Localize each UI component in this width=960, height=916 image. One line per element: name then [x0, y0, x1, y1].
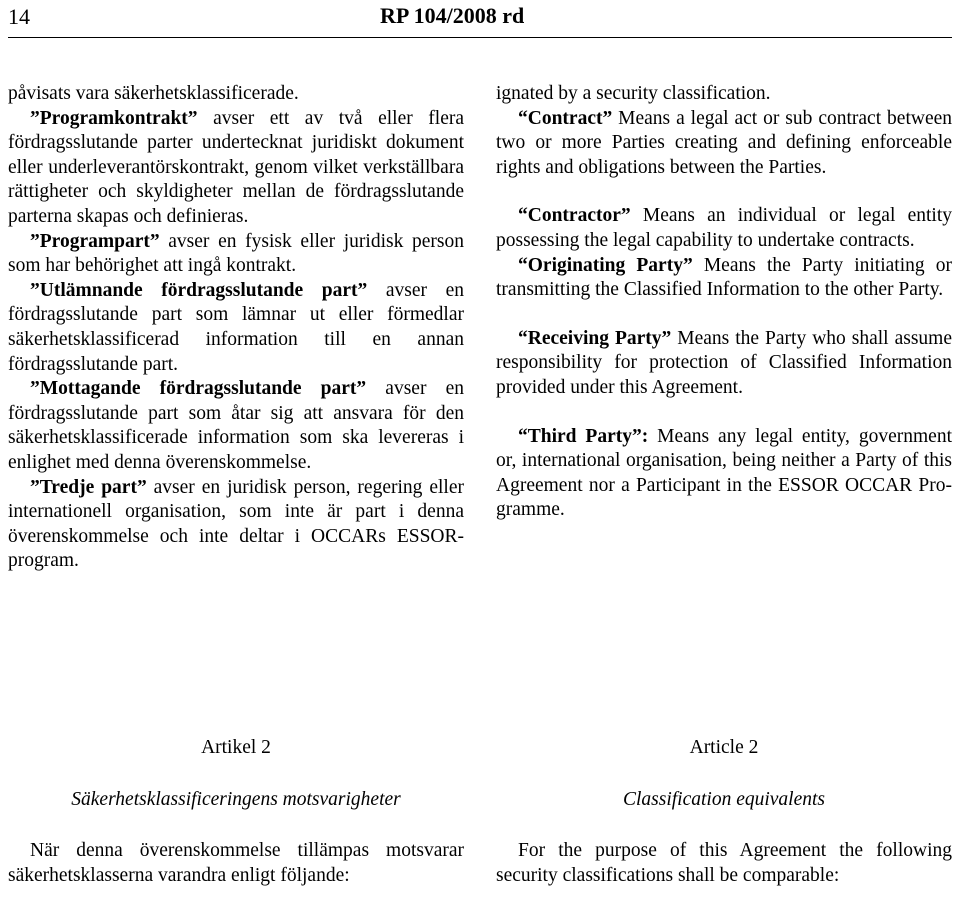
definition-text: avser en fysisk eller juridisk person som har behörighet att ingå kontrakt. — [8, 230, 464, 277]
article-body: For the purpose of this Agreement the following security classifications shall be comparable: — [496, 840, 952, 886]
definition-third-party — [496, 425, 952, 523]
header-rule — [8, 37, 952, 38]
document-id: RP 104/2008 rd — [380, 3, 525, 28]
paragraph-continuation — [496, 82, 952, 107]
definition-text: Means any legal entity, government or, international organisation, being neither a Party of this Agreement nor a Participant in the ESSOR OCCAR Programme. — [496, 425, 952, 521]
paragraph-continuation — [8, 82, 464, 107]
english-definitions-column — [496, 82, 952, 523]
definition-term: ”Tredje part” — [30, 476, 147, 498]
article-2-swedish — [8, 736, 464, 888]
definition-originating-party — [496, 254, 952, 303]
definition-term: ”Programkontrakt” — [30, 107, 198, 129]
definition-text: Means an individual or legal entity possessing the legal capability to undertake contracts. — [496, 205, 952, 251]
definition-term: ”Programpart” — [30, 230, 160, 252]
article-body: När denna överenskommelse tillämpas motsvarar säkerhetsklasserna varandra enligt följande: — [8, 840, 464, 886]
definition-text: Means a legal act or sub contract between two or more Parties creating and defining enforceable rights and obligations between the Parties. — [496, 107, 952, 178]
definition-contractor — [496, 204, 952, 253]
definition-text: Means the Party initiating or transmitting the Classified Information to the other Party. — [496, 254, 952, 301]
definition-mottagande-part — [8, 377, 464, 475]
definition-term: “Contractor” — [518, 205, 631, 227]
article-title: Article 2 — [689, 737, 759, 758]
definition-term: ”Mottagande fördragsslutande part” — [30, 378, 367, 400]
definition-text: avser en juridisk person, regering eller internationell organisation, som inte är part i denna överenskommelse och inte deltar i OCCARs ESSOR-program. — [8, 476, 464, 572]
paragraph-text: ignated by a security classification. — [496, 83, 771, 104]
paragraph-text: påvisats vara säkerhetsklassificerade. — [8, 83, 299, 104]
page-number: 14 — [8, 4, 30, 29]
definition-text: avser en fördragsslutande part som åtar sig att ansvara för den säkerhetsklassificerade information som ska levereras i enlighet med denna överenskommelse. — [8, 378, 464, 473]
definition-text: avser en fördragsslutande part som lämnar ut eller förmedlar säkerhetsklassificerad information till en annan fördragsslutande part. — [8, 279, 464, 375]
article-subtitle: Säkerhetsklassificeringens motsvarigheter — [71, 788, 401, 810]
definition-tredje-part — [8, 476, 464, 574]
definition-term: “Contract” — [518, 107, 613, 129]
definition-text: Means the Party who shall assume responsibility for protection of Classified Information provided under this Agreement. — [496, 327, 952, 398]
definition-programpart — [8, 230, 464, 279]
article-2-english — [496, 736, 952, 888]
definition-term: “Receiving Party” — [518, 327, 672, 349]
article-title: Artikel 2 — [201, 737, 271, 758]
definition-programkontrakt — [8, 107, 464, 230]
definition-term: “Third Party”: — [518, 425, 649, 447]
definition-term: ”Utlämnande fördragsslutande part” — [30, 279, 368, 301]
swedish-definitions-column — [8, 82, 464, 574]
definition-utlamnande-part — [8, 279, 464, 377]
definition-receiving-party — [496, 327, 952, 401]
definition-term: “Originating Party” — [518, 254, 693, 276]
page-header — [0, 0, 960, 42]
article-subtitle: Classification equivalents — [622, 788, 826, 810]
definition-text: avser ett av två eller flera fördragsslutande parter undertecknat juridiskt dokument eller underleverantörskontrakt, genom vilket verkställbara rättigheter och skyldigheter mellan de fördragsslutande parterna skapas och definieras. — [8, 107, 464, 227]
definition-contract — [496, 107, 952, 181]
